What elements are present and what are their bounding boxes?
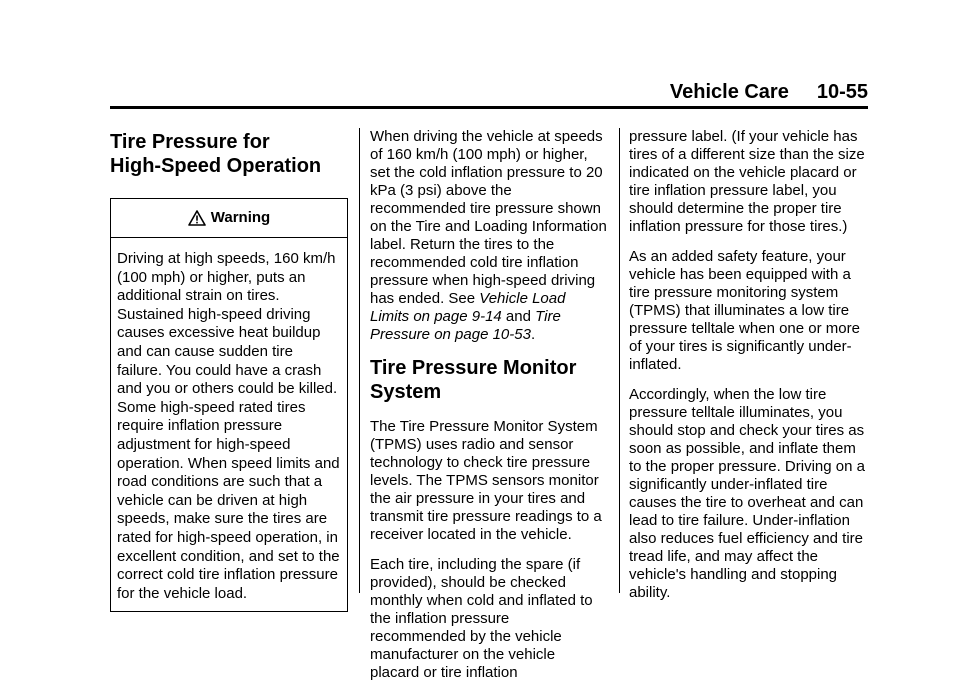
warning-header xyxy=(111,199,347,238)
heading-line: Tire Pressure for xyxy=(110,131,270,153)
paragraph xyxy=(370,128,608,344)
heading-line: System xyxy=(370,381,442,403)
paragraph: Each tire, including the spare (if provided), should be checked monthly when cold and inflated to the inflation pressure recommended by the vehicle manufacturer on the vehicle placard or tire inflation xyxy=(370,556,593,681)
cross-reference-link[interactable]: Tire Pressure on page 10-53 xyxy=(370,308,561,343)
heading-line: Tire Pressure Monitor xyxy=(370,357,577,379)
section-heading xyxy=(110,130,348,178)
heading-line: High-Speed Operation xyxy=(110,155,322,177)
warning-triangle-icon xyxy=(188,210,206,226)
paragraph-text: . xyxy=(530,326,536,343)
page-header xyxy=(110,78,868,109)
paragraph: Accordingly, when the low tire pressure telltale illuminates, you should stop and check your tires as soon as possible, and inflate them to the proper pressure. Driving on a significantly under-inflated tire causes the tire to overheat and can lead to tire failure. Under-inflation also reduces fuel efficiency and tire tread life, and may affect the vehicle's handling and stopping ability. xyxy=(629,386,865,601)
paragraph: The Tire Pressure Monitor System (TPMS) uses radio and sensor technology to check tire pressure levels. The TPMS sensors monitor the air pressure in your tires and transmit tire pressure readings to a receiver located in the vehicle. xyxy=(370,418,602,543)
column-divider xyxy=(619,128,620,593)
warning-title: Warning xyxy=(210,209,271,226)
paragraph-text: and xyxy=(505,308,531,325)
column-divider xyxy=(359,128,360,593)
paragraph: pressure label. (If your vehicle has tires of a different size than the size indicated on the vehicle placard or tire inflation pressure label, you should determine the proper tire inflation pressure for those tires.) xyxy=(629,128,865,235)
warning-box xyxy=(110,198,348,612)
warning-text: Driving at high speeds, 160 km/h (100 mph) or higher, puts an additional strain on tires. Sustained high-speed driving causes excessive heat buildup and can cause sudden tire failure. You could have a crash and you or others could be killed. Some high-speed rated tires require inflation pressure adjustment for high-speed operation. When speed limits and road conditions are such that a vehicle can be driven at high speeds, make sure the tires are rated for high-speed operation, in excellent condition, and set to the correct cold tire inflation pressure for the vehicle load. xyxy=(117,250,340,602)
page-number: 10-55 xyxy=(816,81,868,103)
section-title: Vehicle Care xyxy=(669,81,789,103)
column-1 xyxy=(110,128,348,612)
paragraph-text: When driving the vehicle at speeds of 160 km/h (100 mph) or higher, set the cold inflation pressure to 20 kPa (3 psi) above the recommended tire pressure shown on the Tire and Loading Information label. Return the tires to the recommended cold tire inflation pressure when high-speed driving has ended. See xyxy=(370,128,607,307)
cross-reference-link[interactable]: Vehicle Load Limits on page 9-14 xyxy=(370,290,566,325)
paragraph: As an added safety feature, your vehicle has been equipped with a tire pressure monitoring system (TPMS) that illuminates a low tire pressure telltale when one or more of your tires is significantly under-inflated. xyxy=(629,248,860,373)
column-3 xyxy=(629,128,869,614)
section-heading xyxy=(370,356,608,404)
column-2 xyxy=(370,128,608,694)
